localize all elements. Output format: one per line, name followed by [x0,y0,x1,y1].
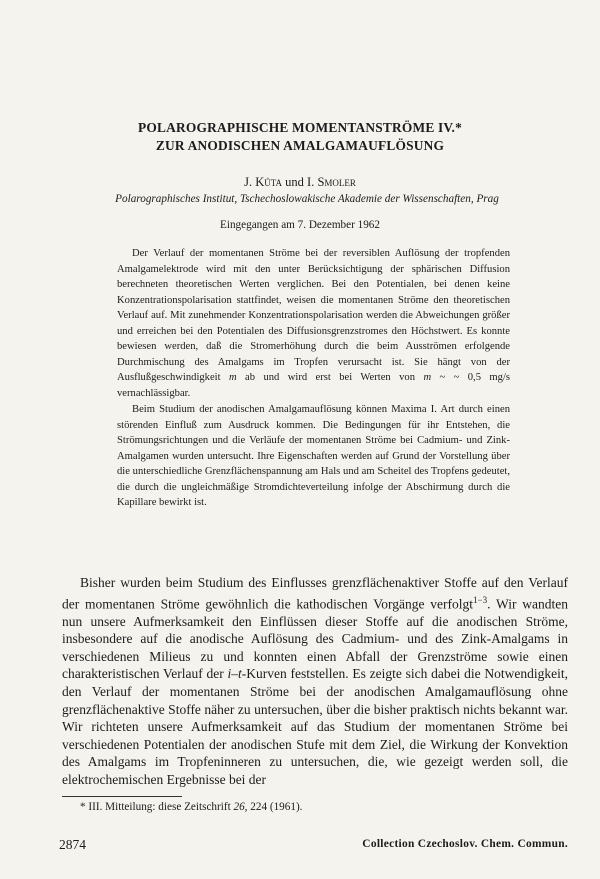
abstract-p1-text-b: ab und wird erst bei Werten von [236,372,424,383]
footnote-rule [62,796,182,797]
body-text-a: Bisher wurden beim Studium des Einflusses grenzflächenaktiver Stoffe auf den Verlauf der momentanen Ströme gewöhnlich die kathodischen Vorgänge verfolgt [62,575,568,612]
authors [60,175,540,190]
footnote-rest: 224 (1961). [247,801,303,813]
author-1-initial: J. [244,175,256,189]
body-text-b: . Wir wandten nun unsere Aufmerksamkeit den Einflüssen dieser Stoffe auf die anodischen Ströme, insbesondere auf die anodische Auflösung des Cadmium- und des Zink-Amalgams in verschiedenen Milieus zu und konnten einen Abfall der Grenzströme sowie einen charakteristischen Verlauf der [62,596,568,682]
affiliation: Polarographisches Institut, Tschechoslowakische Akademie der Wissenschaften, Prag [115,193,499,205]
body-paragraph [62,574,568,789]
abstract-p1-text-c: ~ ~ 0,5 mg/s vernachlässigbar. [117,372,511,399]
footnote-text: III. Mitteilung: diese Zeitschrift [88,801,234,813]
author-2-initial: I. [307,175,318,189]
footnote [80,801,560,813]
abstract-paragraph-1 [117,246,510,401]
abstract-paragraph-2 [117,402,510,511]
journal-name: Collection Czechoslov. Chem. Commun. [362,838,568,850]
title-line-1: POLAROGRAPHISCHE MOMENTANSTRÖME IV.* [137,120,462,135]
author-connector: und [282,175,308,189]
author-1-name: Kůta [255,175,283,189]
footnote-volume: 26, [233,801,248,813]
abstract-p1-m: m [228,372,237,383]
footnote-mark: * [80,801,89,813]
author-2-name: Smoler [317,175,356,189]
abstract-p1-text-a: Der Verlauf der momentanen Ströme bei der reversiblen Auflösung der tropfenden Amalgamelektrode wird mit den unter Berücksichtigung der sphärischen Diffusion berechneten theoretischen Werten verglichen. Bei den Potentialen, bei denen keine Konzentrationspolarisation stattfindet, weisen die momentanen Ströme den theoretischen Verlauf auf. Mit zunehmender Konzentrationspolarisation werden die Abweichungen größer und erreichen bei den Potentialen des Diffusionsgrenzstromes den Höchstwert. Es konnte bewiesen werden, daß die Stromerhöhung durch die beim Ausströmen erfolgende Durchmischung des Amalgams im Tropfen verursacht ist. Sie hängt von der Ausflußgeschwindigkeit [117,248,510,383]
abstract-p1-m2: m [423,372,432,383]
page-number: 2874 [59,837,86,852]
abstract-p2-text: Beim Studium der anodischen Amalgamauflösung können Maxima I. Art durch einen störenden Einfluß zum Ausdruck kommen. Die Bedingungen für ihr Entstehen, die Strömungsrichtungen und die Verläufe der momentanen Ströme bei Cadmium- und Zink-Amalgamen wurden untersucht. Ihre Eigenschaften werden auf Grund der Vorstellung über die unterschiedliche Grenzflächenspannung am Hals und am Scheitel des Tropfens gedeutet, die durch die ungleichmäßige Stromdichteverteilung infolge der Abschirmung durch die Kapillare bewirkt ist. [117,404,510,508]
body-reference: 1−3 [473,594,488,605]
title-line-2: ZUR ANODISCHEN AMALGAMAUFLÖSUNG [155,138,445,153]
body-it-curve: i–t [227,666,242,682]
received-date: Eingegangen am 7. Dezember 1962 [220,219,380,231]
body-text-c: -Kurven feststellen. Es zeigte sich dabei die Notwendigkeit, den Verlauf der momentanen Ströme bei der anodischen Amalgamauflösung ohne grenzflächenaktive Stoffe näher zu untersuchen, über die bisher praktisch nichts bekannt war. Wir richteten unsere Aufmerksamkeit auf das Studium der momentanen Ströme bei verschiedenen Potentialen der anodischen Stufe mit dem Ziel, die Wirkung der Konvektion des Amalgams im Tropfeninneren zu untersuchen, die, wie gezeigt werden soll, die elektrochemischen Ergebnisse bei der [62,666,568,788]
